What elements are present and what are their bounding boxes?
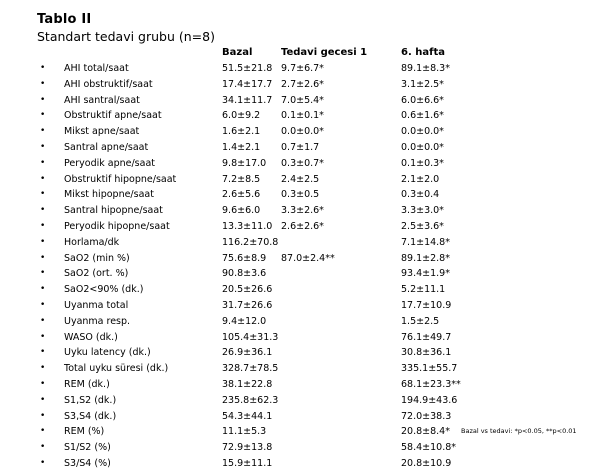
value-tedavi-gecesi-1: 0.3±0.7* [281,157,324,169]
value-6-hafta: 58.4±10.8* [401,442,457,454]
value-bazal: 26.9±36.1 [222,347,273,359]
table-row [0,377,600,393]
row-label: AHI santral/saat [64,94,140,106]
row-label: WASO (dk.) [64,331,118,343]
value-tedavi-gecesi-1: 2.6±2.6* [281,220,324,232]
column-header-6-hafta: 6. hafta [401,47,445,58]
table-row [0,140,600,156]
table-row [0,440,600,456]
value-bazal: 13.3±11.0 [222,220,273,232]
value-bazal: 20.5±26.6 [222,284,273,296]
value-tedavi-gecesi-1: 0.7±1.7 [281,141,320,153]
value-tedavi-gecesi-1: 0.3±0.5 [281,189,320,201]
bullet-marker: • [40,110,46,121]
row-label: Mikst apne/saat [64,126,140,138]
value-bazal: 17.4±17.7 [222,78,273,90]
bullet-marker: • [40,315,46,326]
value-bazal: 328.7±78.5 [222,363,279,375]
table-row [0,124,600,140]
value-6-hafta: 1.5±2.5 [401,315,440,327]
value-tedavi-gecesi-1: 7.0±5.4* [281,94,324,106]
bullet-marker: • [40,126,46,137]
footnote: Bazal vs tedavi: *p<0.05, **p<0.01 [461,427,577,435]
table-row [0,156,600,172]
value-6-hafta: 2.5±3.6* [401,220,444,232]
value-6-hafta: 5.2±11.1 [401,284,446,296]
value-6-hafta: 20.8±8.4* [401,426,450,438]
row-label: S3,S4 (dk.) [64,410,117,422]
row-label: SaO2<90% (dk.) [64,284,144,296]
value-6-hafta: 30.8±36.1 [401,347,452,359]
row-label: Obstruktif apne/saat [64,110,162,122]
table-row [0,345,600,361]
table-row [0,314,600,330]
value-6-hafta: 3.3±3.0* [401,205,444,217]
table-row [0,108,600,124]
table-row [0,77,600,93]
value-bazal: 235.8±62.3 [222,394,279,406]
row-label: Santral apne/saat [64,141,149,153]
value-bazal: 9.4±12.0 [222,315,267,327]
table-title: Tablo II [37,12,92,27]
value-bazal: 2.6±5.6 [222,189,261,201]
value-tedavi-gecesi-1: 9.7±6.7* [281,63,324,74]
row-label: REM (%) [64,426,105,438]
value-6-hafta: 0.1±0.3* [401,157,444,169]
value-tedavi-gecesi-1: 87.0±2.4** [281,252,335,264]
value-tedavi-gecesi-1: 2.4±2.5 [281,173,320,185]
value-6-hafta: 0.6±1.6* [401,110,444,122]
row-label: Mikst hipopne/saat [64,189,154,201]
value-tedavi-gecesi-1: 0.0±0.0* [281,126,324,138]
value-6-hafta: 20.8±10.9 [401,457,452,469]
table-row [0,361,600,377]
bullet-marker: • [40,157,46,168]
row-label: Uyanma resp. [64,315,131,327]
table-row [0,298,600,314]
table-row [0,330,600,346]
bullet-marker: • [40,205,46,216]
bullet-marker: • [40,173,46,184]
value-6-hafta: 3.1±2.5* [401,78,444,90]
table-row [0,456,600,472]
table-row [0,219,600,235]
row-label: Total uyku süresi (dk.) [64,363,169,375]
bullet-marker: • [40,347,46,358]
value-6-hafta: 0.3±0.4 [401,189,440,201]
value-bazal: 51.5±21.8 [222,63,273,74]
bullet-marker: • [40,457,46,468]
row-label: SaO2 (ort. %) [64,268,129,280]
value-6-hafta: 76.1±49.7 [401,331,452,343]
bullet-marker: • [40,63,46,73]
value-bazal: 105.4±31.3 [222,331,279,343]
row-label: S3/S4 (%) [64,457,111,469]
row-label: SaO2 (min %) [64,252,130,264]
value-bazal: 15.9±11.1 [222,457,273,469]
bullet-marker: • [40,236,46,247]
table-row [0,251,600,267]
value-bazal: 38.1±22.8 [222,378,273,390]
bullet-marker: • [40,299,46,310]
value-6-hafta: 0.0±0.0* [401,141,444,153]
table-row [0,203,600,219]
bullet-marker: • [40,426,46,437]
value-bazal: 1.4±2.1 [222,141,261,153]
row-label: Uyanma total [64,299,129,311]
row-label: Uyku latency (dk.) [64,347,151,359]
table-row [0,266,600,282]
bullet-marker: • [40,378,46,389]
table-row [0,172,600,188]
value-bazal: 31.7±26.6 [222,299,273,311]
table-row [0,393,600,409]
row-label: S1,S2 (dk.) [64,394,117,406]
bullet-marker: • [40,410,46,421]
value-6-hafta: 68.1±23.3** [401,378,461,390]
value-tedavi-gecesi-1: 2.7±2.6* [281,78,324,90]
value-6-hafta: 6.0±6.6* [401,94,444,106]
bullet-marker: • [40,331,46,342]
row-label: AHI total/saat [64,63,129,74]
bullet-marker: • [40,94,46,105]
row-label: Peryodik hipopne/saat [64,220,170,232]
row-label: Peryodik apne/saat [64,157,156,169]
table-row [0,409,600,425]
value-6-hafta: 335.1±55.7 [401,363,458,375]
column-header-tedavi-gecesi-1: Tedavi gecesi 1 [281,47,368,58]
column-header-bazal: Bazal [222,47,253,58]
value-6-hafta: 0.0±0.0* [401,126,444,138]
data-table [0,61,600,472]
bullet-marker: • [40,220,46,231]
value-6-hafta: 194.9±43.6 [401,394,458,406]
bullet-marker: • [40,252,46,263]
value-bazal: 9.6±6.0 [222,205,261,217]
value-6-hafta: 93.4±1.9* [401,268,450,280]
value-6-hafta: 7.1±14.8* [401,236,450,248]
value-tedavi-gecesi-1: 0.1±0.1* [281,110,324,122]
row-label: Obstruktif hipopne/saat [64,173,177,185]
value-6-hafta: 72.0±38.3 [401,410,452,422]
bullet-marker: • [40,268,46,279]
value-bazal: 54.3±44.1 [222,410,273,422]
value-bazal: 7.2±8.5 [222,173,261,185]
table-row [0,61,600,77]
value-tedavi-gecesi-1: 3.3±2.6* [281,205,324,217]
value-bazal: 11.1±5.3 [222,426,267,438]
value-bazal: 90.8±3.6 [222,268,267,280]
bullet-marker: • [40,394,46,405]
value-6-hafta: 89.1±2.8* [401,252,450,264]
bullet-marker: • [40,284,46,295]
value-bazal: 72.9±13.8 [222,442,273,454]
table-subtitle: Standart tedavi grubu (n=8) [37,29,215,44]
row-label: S1/S2 (%) [64,442,111,454]
value-bazal: 75.6±8.9 [222,252,267,264]
bullet-marker: • [40,78,46,89]
row-label: REM (dk.) [64,378,110,390]
value-6-hafta: 17.7±10.9 [401,299,452,311]
bullet-marker: • [40,442,46,453]
table-row [0,93,600,109]
value-bazal: 9.8±17.0 [222,157,267,169]
bullet-marker: • [40,189,46,200]
value-bazal: 6.0±9.2 [222,110,261,122]
value-bazal: 34.1±11.7 [222,94,273,106]
row-label: AHI obstruktif/saat [64,78,153,90]
value-bazal: 116.2±70.8 [222,236,279,248]
table-row [0,187,600,203]
table-row [0,282,600,298]
bullet-marker: • [40,141,46,152]
row-label: Santral hipopne/saat [64,205,163,217]
table-row [0,235,600,251]
value-6-hafta: 2.1±2.0 [401,173,440,185]
value-bazal: 1.6±2.1 [222,126,261,138]
value-6-hafta: 89.1±8.3* [401,63,450,74]
row-label: Horlama/dk [64,236,120,248]
bullet-marker: • [40,363,46,374]
